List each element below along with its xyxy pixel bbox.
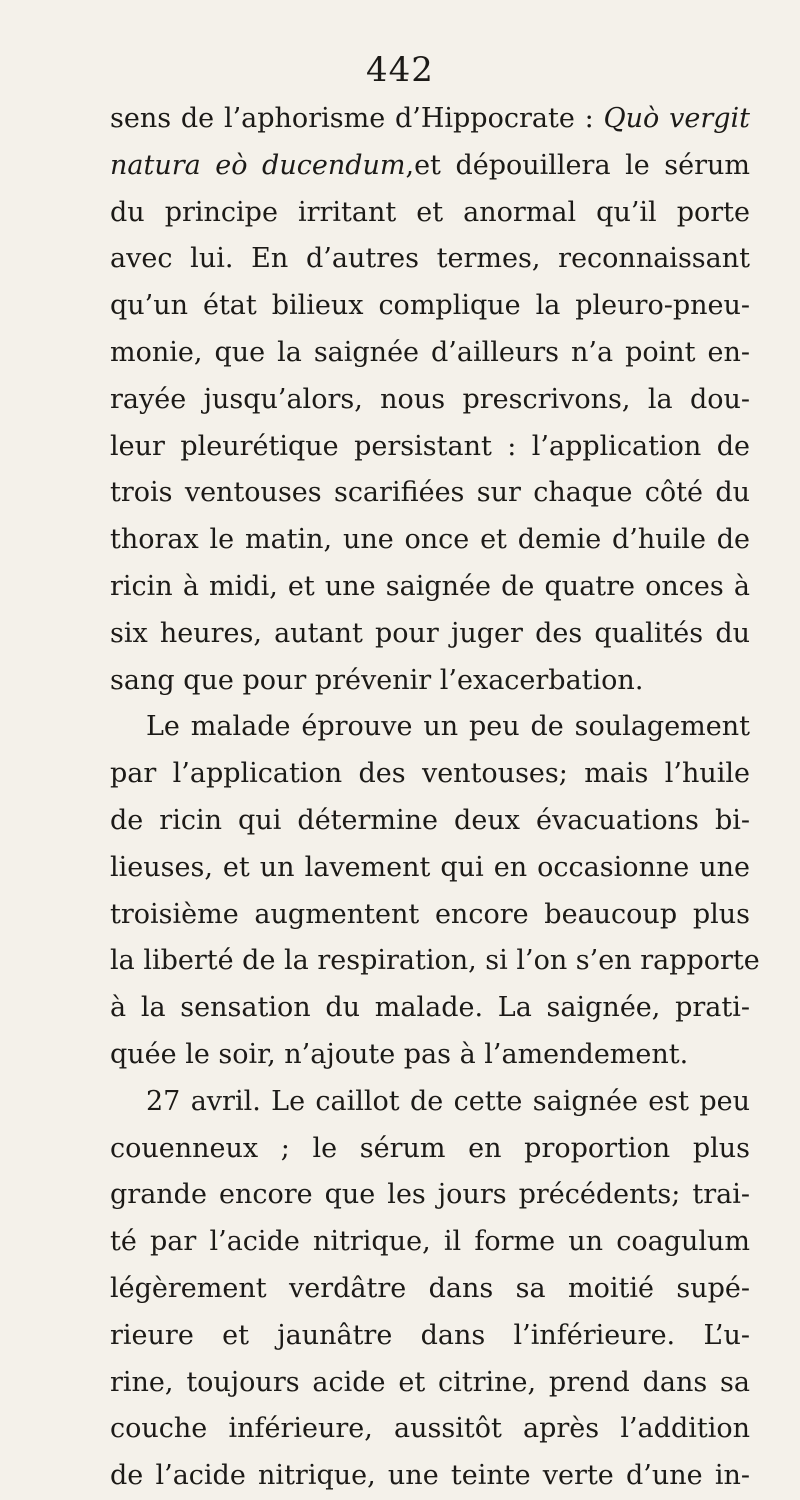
text-run: sens de l’aphorisme d’Hippocrate : — [110, 103, 604, 134]
text-line: rine, toujours acide et citrine, prend dans sa — [110, 1366, 750, 1398]
text-line — [110, 96, 750, 143]
text-line: six heures, autant pour juger des qualités du — [110, 617, 750, 649]
text-line: trois ventouses scarifiées sur chaque côté du — [110, 477, 750, 509]
text-line: leur pleurétique persistant : l’application de — [110, 430, 750, 462]
text-line: par l’application des ventouses; mais l’huile — [110, 758, 750, 790]
text-line: monie, que la saignée d’ailleurs n’a point en- — [110, 336, 750, 368]
text-line: du principe irritant et anormal qu’il porte — [110, 196, 750, 228]
text-line: de ricin qui détermine deux évacuations bi- — [110, 804, 750, 836]
text-line: thorax le matin, une once et demie d’huile de — [110, 524, 750, 556]
text-line: de l’acide nitrique, une teinte verte d’une in- — [110, 1460, 750, 1492]
latin-quote: natura eò ducendum — [110, 149, 406, 181]
paragraph-start-line: 27 avril. Le caillot de cette saignée est peu — [146, 1085, 750, 1117]
text-line: lieuses, et un lavement qui en occasionne une — [110, 851, 750, 883]
paragraph-start-line: Le malade éprouve un peu de soulagement — [146, 711, 750, 743]
text-line: rayée jusqu’alors, nous prescrivons, la dou- — [110, 383, 750, 415]
text-line: légèrement verdâtre dans sa moitié supé- — [110, 1272, 750, 1304]
text-line: couenneux ; le sérum en proportion plus — [110, 1132, 750, 1164]
text-line — [110, 143, 750, 190]
text-line: troisième augmentent encore beaucoup plus — [110, 898, 750, 930]
text-line: avec lui. En d’autres termes, reconnaissant — [110, 243, 750, 275]
page-number: 442 — [366, 50, 434, 90]
text-line: quée le soir, n’ajoute pas à l’amendement. — [110, 1038, 689, 1070]
text-line: qu’un état bilieux complique la pleuro-pneu- — [110, 290, 750, 322]
text-line: grande encore que les jours précédents; trai- — [110, 1179, 750, 1211]
text-line: couche inférieure, aussitôt après l’addition — [110, 1413, 750, 1445]
text-line: ricin à midi, et une saignée de quatre onces à — [110, 570, 750, 602]
text-line: rieure et jaunâtre dans l’inférieure. L’u- — [110, 1319, 750, 1351]
latin-quote: Quò vergit — [603, 103, 750, 134]
text-line: à la sensation du malade. La saignée, prati- — [110, 992, 750, 1024]
text-line: la liberté de la respiration, si l’on s’en rapporte — [110, 945, 760, 977]
text-run: ,et dépouillera le sérum — [405, 149, 750, 181]
text-line: té par l’acide nitrique, il forme un coagulum — [110, 1226, 750, 1258]
body-text — [110, 96, 760, 1500]
text-line: sang que pour prévenir l’exacerbation. — [110, 664, 644, 696]
